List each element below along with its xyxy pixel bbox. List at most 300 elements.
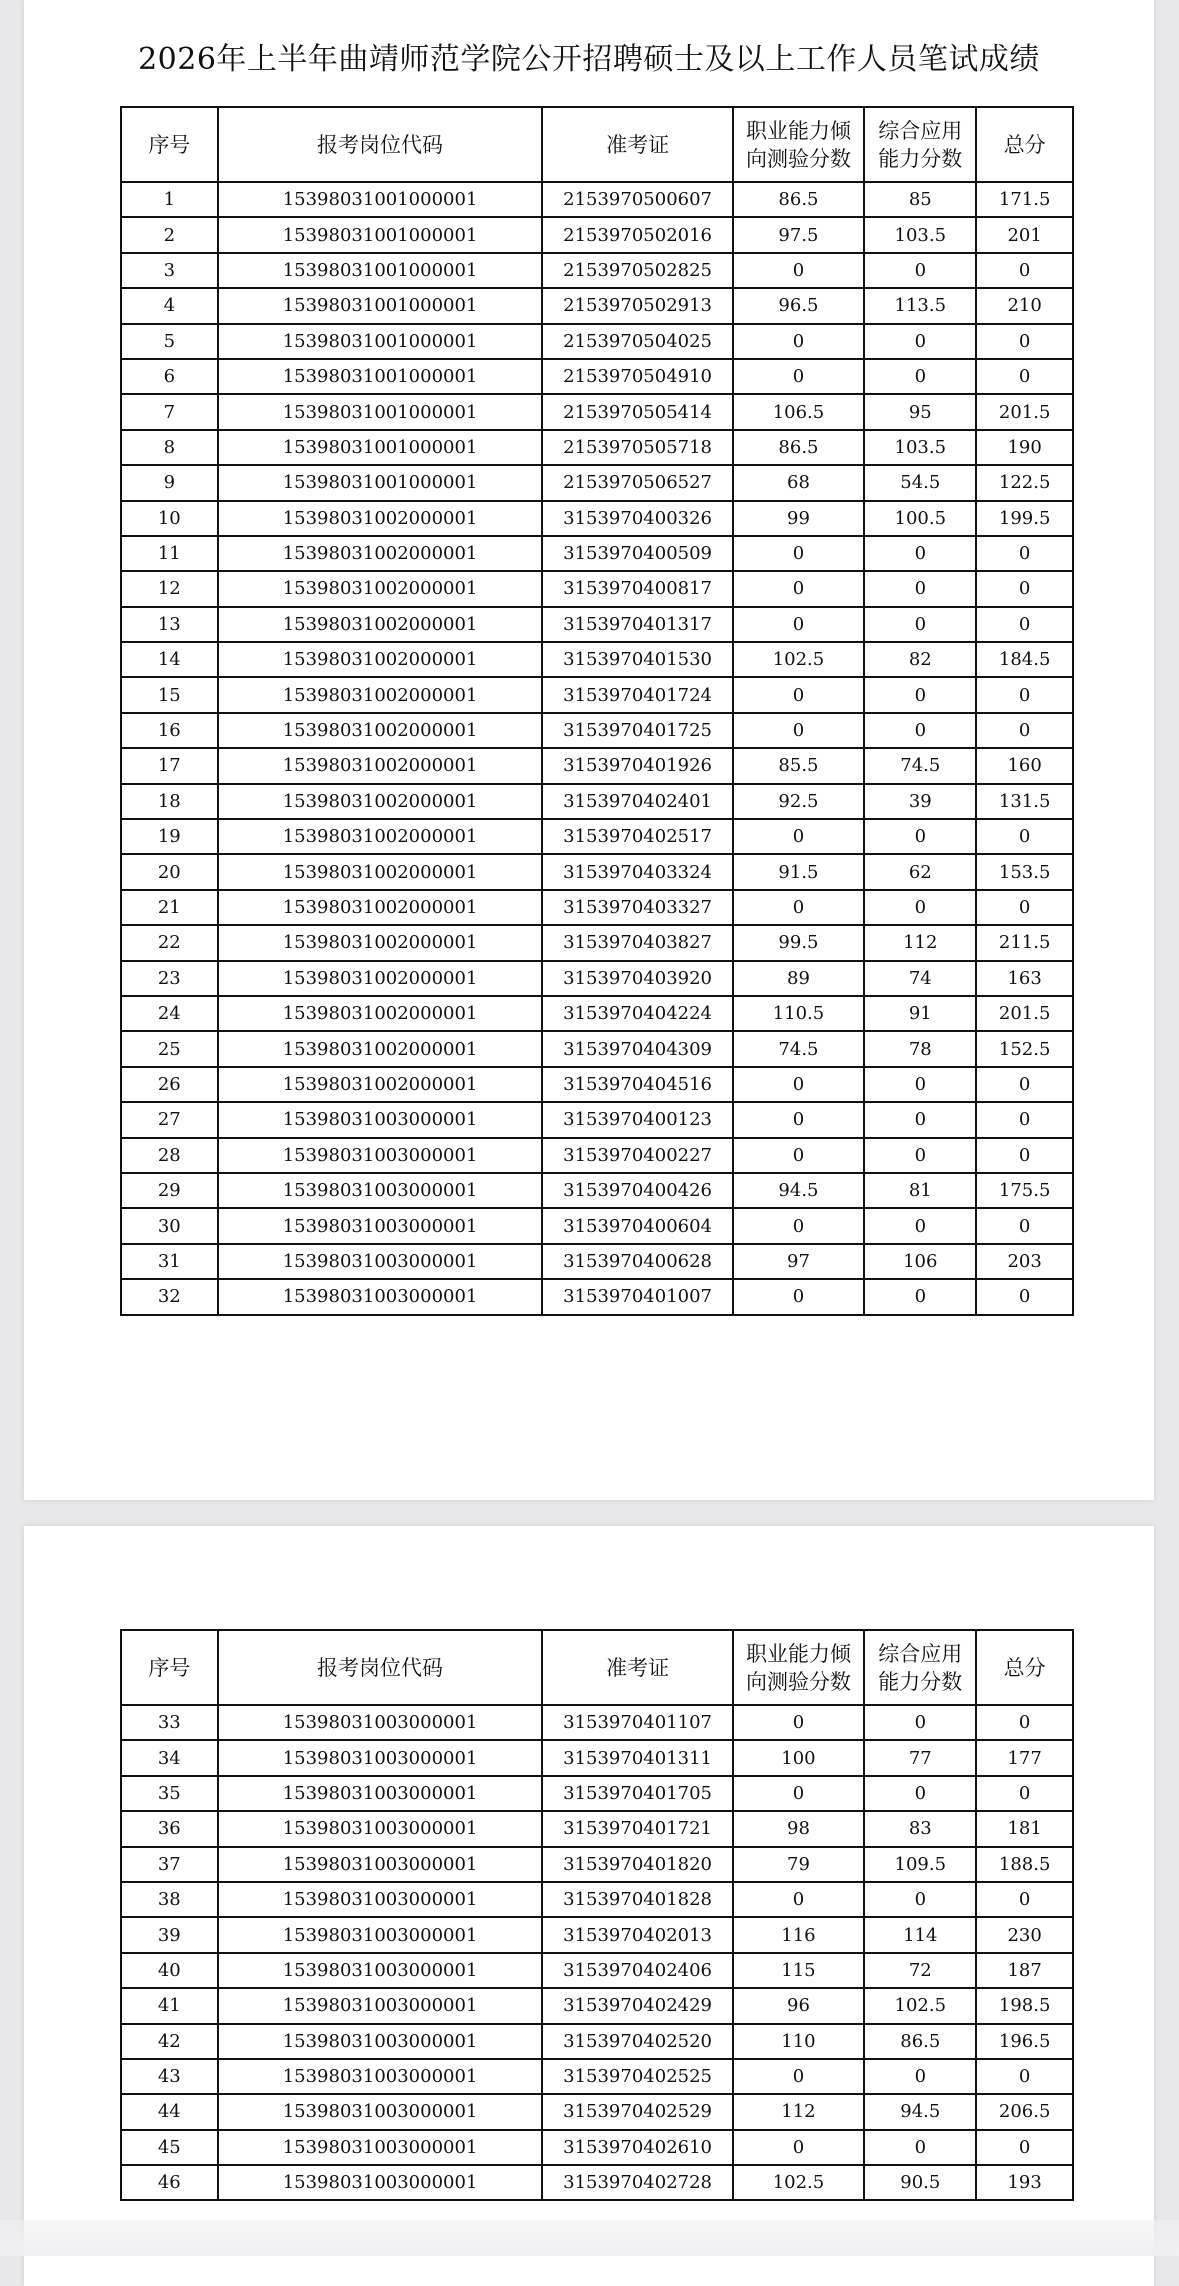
cell-position-code: 15398031002000001 — [218, 748, 543, 783]
cell-position-code: 15398031002000001 — [218, 677, 543, 712]
cell-seq: 32 — [121, 1279, 218, 1314]
cell-comprehensive-score: 0 — [864, 359, 976, 394]
cell-position-code: 15398031003000001 — [218, 1988, 543, 2023]
table-row — [121, 1776, 1073, 1811]
cell-comprehensive-score: 0 — [864, 571, 976, 606]
cell-seq: 3 — [121, 253, 218, 288]
cell-admission-no: 3153970402728 — [542, 2165, 732, 2200]
cell-comprehensive-score: 77 — [864, 1740, 976, 1775]
cell-comprehensive-score: 100.5 — [864, 501, 976, 536]
cell-total: 0 — [976, 1882, 1073, 1917]
table-row — [121, 253, 1073, 288]
cell-aptitude-score: 0 — [733, 713, 865, 748]
cell-seq: 4 — [121, 288, 218, 323]
header-aptitude-line2: 向测验分数 — [745, 1669, 851, 1694]
cell-position-code: 15398031003000001 — [218, 1244, 543, 1279]
cell-aptitude-score: 97 — [733, 1244, 865, 1279]
header-comprehensive-line2: 能力分数 — [878, 146, 963, 171]
cell-aptitude-score: 0 — [733, 819, 865, 854]
cell-comprehensive-score: 39 — [864, 784, 976, 819]
cell-seq: 42 — [121, 2024, 218, 2059]
cell-aptitude-score: 0 — [733, 1102, 865, 1137]
cell-total: 0 — [976, 1279, 1073, 1314]
cell-position-code: 15398031001000001 — [218, 288, 543, 323]
header-comprehensive-score — [864, 107, 976, 182]
table-row — [121, 2024, 1073, 2059]
table-row — [121, 536, 1073, 571]
cell-comprehensive-score: 0 — [864, 713, 976, 748]
cell-aptitude-score: 0 — [733, 1208, 865, 1243]
cell-admission-no: 3153970401317 — [542, 607, 732, 642]
cell-total: 163 — [976, 961, 1073, 996]
cell-comprehensive-score: 94.5 — [864, 2094, 976, 2129]
cell-seq: 19 — [121, 819, 218, 854]
cell-comprehensive-score: 0 — [864, 890, 976, 925]
cell-position-code: 15398031003000001 — [218, 2094, 543, 2129]
cell-total: 201.5 — [976, 394, 1073, 429]
cell-position-code: 15398031003000001 — [218, 1740, 543, 1775]
cell-total: 0 — [976, 2059, 1073, 2094]
cell-total: 153.5 — [976, 854, 1073, 889]
scores-table-page-2 — [120, 1629, 1074, 2201]
cell-admission-no: 3153970400817 — [542, 571, 732, 606]
header-position-code: 报考岗位代码 — [218, 107, 543, 182]
cell-admission-no: 3153970402517 — [542, 819, 732, 854]
cell-position-code: 15398031003000001 — [218, 1917, 543, 1952]
cell-position-code: 15398031003000001 — [218, 2059, 543, 2094]
cell-position-code: 15398031002000001 — [218, 925, 543, 960]
cell-position-code: 15398031003000001 — [218, 1882, 543, 1917]
cell-position-code: 15398031002000001 — [218, 571, 543, 606]
cell-position-code: 15398031002000001 — [218, 501, 543, 536]
table-row — [121, 1705, 1073, 1740]
cell-total: 0 — [976, 1776, 1073, 1811]
cell-seq: 7 — [121, 394, 218, 429]
cell-admission-no: 2153970505718 — [542, 430, 732, 465]
cell-total: 131.5 — [976, 784, 1073, 819]
table-row — [121, 324, 1073, 359]
cell-total: 152.5 — [976, 1031, 1073, 1066]
cell-comprehensive-score: 113.5 — [864, 288, 976, 323]
cell-position-code: 15398031001000001 — [218, 324, 543, 359]
cell-total: 0 — [976, 359, 1073, 394]
cell-total: 0 — [976, 536, 1073, 571]
cell-comprehensive-score: 0 — [864, 1705, 976, 1740]
cell-admission-no: 3153970402013 — [542, 1917, 732, 1952]
cell-position-code: 15398031002000001 — [218, 607, 543, 642]
cell-total: 0 — [976, 324, 1073, 359]
cell-admission-no: 3153970402610 — [542, 2130, 732, 2165]
cell-aptitude-score: 0 — [733, 1279, 865, 1314]
cell-seq: 17 — [121, 748, 218, 783]
cell-aptitude-score: 85.5 — [733, 748, 865, 783]
cell-admission-no: 3153970401311 — [542, 1740, 732, 1775]
cell-seq: 46 — [121, 2165, 218, 2200]
cell-admission-no: 3153970402529 — [542, 2094, 732, 2129]
cell-seq: 37 — [121, 1847, 218, 1882]
cell-comprehensive-score: 83 — [864, 1811, 976, 1846]
cell-seq: 38 — [121, 1882, 218, 1917]
header-aptitude-score — [733, 107, 865, 182]
cell-position-code: 15398031003000001 — [218, 1847, 543, 1882]
table-row — [121, 182, 1073, 217]
table-row — [121, 1847, 1073, 1882]
cell-total: 196.5 — [976, 2024, 1073, 2059]
cell-admission-no: 3153970402525 — [542, 2059, 732, 2094]
cell-aptitude-score: 96.5 — [733, 288, 865, 323]
cell-seq: 12 — [121, 571, 218, 606]
cell-admission-no: 3153970400604 — [542, 1208, 732, 1243]
cell-total: 0 — [976, 819, 1073, 854]
cell-comprehensive-score: 81 — [864, 1173, 976, 1208]
cell-seq: 33 — [121, 1705, 218, 1740]
cell-comprehensive-score: 0 — [864, 1138, 976, 1173]
cell-aptitude-score: 0 — [733, 536, 865, 571]
cell-comprehensive-score: 0 — [864, 677, 976, 712]
cell-aptitude-score: 0 — [733, 1067, 865, 1102]
cell-position-code: 15398031003000001 — [218, 1208, 543, 1243]
cell-aptitude-score: 112 — [733, 2094, 865, 2129]
cell-aptitude-score: 74.5 — [733, 1031, 865, 1066]
cell-seq: 31 — [121, 1244, 218, 1279]
table-row — [121, 713, 1073, 748]
cell-aptitude-score: 0 — [733, 1138, 865, 1173]
cell-comprehensive-score: 102.5 — [864, 1988, 976, 2023]
cell-position-code: 15398031001000001 — [218, 359, 543, 394]
table-row — [121, 2165, 1073, 2200]
header-comprehensive-line2: 能力分数 — [878, 1669, 963, 1694]
cell-admission-no: 3153970403827 — [542, 925, 732, 960]
cell-total: 0 — [976, 1067, 1073, 1102]
cell-seq: 45 — [121, 2130, 218, 2165]
cell-aptitude-score: 0 — [733, 1776, 865, 1811]
cell-comprehensive-score: 54.5 — [864, 465, 976, 500]
cell-position-code: 15398031001000001 — [218, 430, 543, 465]
cell-seq: 23 — [121, 961, 218, 996]
cell-total: 0 — [976, 1208, 1073, 1243]
cell-total: 206.5 — [976, 2094, 1073, 2129]
header-seq: 序号 — [121, 1630, 218, 1705]
cell-total: 0 — [976, 1102, 1073, 1137]
document-page-1 — [24, 0, 1154, 1500]
cell-aptitude-score: 98 — [733, 1811, 865, 1846]
table-row — [121, 1244, 1073, 1279]
cell-admission-no: 2153970504910 — [542, 359, 732, 394]
cell-total: 230 — [976, 1917, 1073, 1952]
cell-admission-no: 3153970401721 — [542, 1811, 732, 1846]
cell-comprehensive-score: 106 — [864, 1244, 976, 1279]
table-row — [121, 394, 1073, 429]
cell-position-code: 15398031002000001 — [218, 854, 543, 889]
cell-comprehensive-score: 109.5 — [864, 1847, 976, 1882]
cell-comprehensive-score: 0 — [864, 1208, 976, 1243]
table-row — [121, 501, 1073, 536]
cell-comprehensive-score: 91 — [864, 996, 976, 1031]
cell-position-code: 15398031001000001 — [218, 394, 543, 429]
cell-seq: 14 — [121, 642, 218, 677]
cell-position-code: 15398031003000001 — [218, 2130, 543, 2165]
cell-admission-no: 3153970402406 — [542, 1953, 732, 1988]
cell-comprehensive-score: 0 — [864, 2130, 976, 2165]
cell-comprehensive-score: 90.5 — [864, 2165, 976, 2200]
cell-admission-no: 3153970400326 — [542, 501, 732, 536]
cell-admission-no: 3153970401530 — [542, 642, 732, 677]
cell-comprehensive-score: 103.5 — [864, 217, 976, 252]
cell-comprehensive-score: 74 — [864, 961, 976, 996]
cell-position-code: 15398031001000001 — [218, 253, 543, 288]
scores-table-page-1 — [120, 106, 1074, 1316]
header-aptitude-line2: 向测验分数 — [745, 146, 851, 171]
document-page-2 — [24, 1526, 1154, 2286]
cell-seq: 6 — [121, 359, 218, 394]
header-seq: 序号 — [121, 107, 218, 182]
cell-aptitude-score: 99 — [733, 501, 865, 536]
cell-position-code: 15398031003000001 — [218, 1102, 543, 1137]
page-title: 2026年上半年曲靖师范学院公开招聘硕士及以上工作人员笔试成绩 — [138, 42, 1040, 77]
table-row — [121, 2130, 1073, 2165]
table-row — [121, 890, 1073, 925]
cell-comprehensive-score: 0 — [864, 1102, 976, 1137]
table-body — [121, 1705, 1073, 2200]
table-row — [121, 288, 1073, 323]
cell-aptitude-score: 0 — [733, 324, 865, 359]
cell-comprehensive-score: 0 — [864, 2059, 976, 2094]
cell-aptitude-score: 0 — [733, 1882, 865, 1917]
cell-aptitude-score: 68 — [733, 465, 865, 500]
table-row — [121, 1882, 1073, 1917]
cell-aptitude-score: 0 — [733, 677, 865, 712]
cell-total: 0 — [976, 1705, 1073, 1740]
cell-comprehensive-score: 103.5 — [864, 430, 976, 465]
cell-comprehensive-score: 86.5 — [864, 2024, 976, 2059]
cell-comprehensive-score: 0 — [864, 1882, 976, 1917]
cell-aptitude-score: 79 — [733, 1847, 865, 1882]
cell-admission-no: 2153970505414 — [542, 394, 732, 429]
cell-total: 201.5 — [976, 996, 1073, 1031]
cell-position-code: 15398031001000001 — [218, 465, 543, 500]
table-row — [121, 1173, 1073, 1208]
cell-seq: 1 — [121, 182, 218, 217]
table-row — [121, 677, 1073, 712]
cell-position-code: 15398031003000001 — [218, 1173, 543, 1208]
cell-total: 211.5 — [976, 925, 1073, 960]
cell-comprehensive-score: 62 — [864, 854, 976, 889]
table-row — [121, 1953, 1073, 1988]
table-row — [121, 217, 1073, 252]
cell-total: 0 — [976, 2130, 1073, 2165]
cell-seq: 10 — [121, 501, 218, 536]
cell-total: 201 — [976, 217, 1073, 252]
table-row — [121, 1917, 1073, 1952]
table-row — [121, 996, 1073, 1031]
table-row — [121, 1988, 1073, 2023]
table-header-row — [121, 1630, 1073, 1705]
cell-comprehensive-score: 0 — [864, 1067, 976, 1102]
cell-position-code: 15398031002000001 — [218, 642, 543, 677]
cell-admission-no: 2153970506527 — [542, 465, 732, 500]
cell-admission-no: 3153970404309 — [542, 1031, 732, 1066]
cell-admission-no: 2153970502016 — [542, 217, 732, 252]
bottom-bar — [0, 2220, 1179, 2256]
cell-total: 187 — [976, 1953, 1073, 1988]
cell-aptitude-score: 102.5 — [733, 642, 865, 677]
cell-seq: 29 — [121, 1173, 218, 1208]
cell-seq: 35 — [121, 1776, 218, 1811]
cell-position-code: 15398031002000001 — [218, 784, 543, 819]
cell-seq: 16 — [121, 713, 218, 748]
cell-comprehensive-score: 0 — [864, 1776, 976, 1811]
cell-total: 0 — [976, 677, 1073, 712]
cell-total: 181 — [976, 1811, 1073, 1846]
cell-aptitude-score: 99.5 — [733, 925, 865, 960]
cell-position-code: 15398031003000001 — [218, 1705, 543, 1740]
cell-position-code: 15398031002000001 — [218, 961, 543, 996]
cell-admission-no: 3153970400426 — [542, 1173, 732, 1208]
cell-admission-no: 3153970403324 — [542, 854, 732, 889]
header-admission-no: 准考证 — [542, 107, 732, 182]
cell-position-code: 15398031003000001 — [218, 2165, 543, 2200]
table-header-row — [121, 107, 1073, 182]
table-row — [121, 465, 1073, 500]
table-row — [121, 819, 1073, 854]
cell-seq: 24 — [121, 996, 218, 1031]
cell-seq: 2 — [121, 217, 218, 252]
cell-total: 0 — [976, 571, 1073, 606]
cell-comprehensive-score: 85 — [864, 182, 976, 217]
table-row — [121, 430, 1073, 465]
cell-seq: 39 — [121, 1917, 218, 1952]
cell-position-code: 15398031002000001 — [218, 890, 543, 925]
cell-total: 0 — [976, 253, 1073, 288]
cell-aptitude-score: 0 — [733, 607, 865, 642]
table-row — [121, 1102, 1073, 1137]
cell-comprehensive-score: 78 — [864, 1031, 976, 1066]
cell-admission-no: 3153970401926 — [542, 748, 732, 783]
header-position-code: 报考岗位代码 — [218, 1630, 543, 1705]
cell-seq: 9 — [121, 465, 218, 500]
cell-admission-no: 3153970401828 — [542, 1882, 732, 1917]
cell-aptitude-score: 110.5 — [733, 996, 865, 1031]
cell-position-code: 15398031001000001 — [218, 182, 543, 217]
cell-comprehensive-score: 82 — [864, 642, 976, 677]
header-aptitude-line1: 职业能力倾 — [745, 118, 851, 143]
cell-aptitude-score: 91.5 — [733, 854, 865, 889]
cell-admission-no: 2153970504025 — [542, 324, 732, 359]
cell-seq: 26 — [121, 1067, 218, 1102]
cell-seq: 5 — [121, 324, 218, 359]
cell-comprehensive-score: 0 — [864, 1279, 976, 1314]
cell-admission-no: 2153970500607 — [542, 182, 732, 217]
cell-position-code: 15398031001000001 — [218, 217, 543, 252]
cell-comprehensive-score: 114 — [864, 1917, 976, 1952]
cell-position-code: 15398031002000001 — [218, 996, 543, 1031]
cell-total: 190 — [976, 430, 1073, 465]
header-aptitude-line1: 职业能力倾 — [745, 1641, 851, 1666]
cell-admission-no: 2153970502825 — [542, 253, 732, 288]
cell-total: 203 — [976, 1244, 1073, 1279]
cell-aptitude-score: 106.5 — [733, 394, 865, 429]
header-aptitude-score — [733, 1630, 865, 1705]
cell-position-code: 15398031002000001 — [218, 713, 543, 748]
cell-aptitude-score: 116 — [733, 1917, 865, 1952]
cell-total: 184.5 — [976, 642, 1073, 677]
cell-aptitude-score: 0 — [733, 571, 865, 606]
cell-admission-no: 3153970401007 — [542, 1279, 732, 1314]
cell-aptitude-score: 86.5 — [733, 182, 865, 217]
cell-position-code: 15398031002000001 — [218, 1031, 543, 1066]
cell-aptitude-score: 0 — [733, 1705, 865, 1740]
cell-seq: 44 — [121, 2094, 218, 2129]
cell-aptitude-score: 0 — [733, 2059, 865, 2094]
cell-admission-no: 3153970402520 — [542, 2024, 732, 2059]
cell-position-code: 15398031003000001 — [218, 1776, 543, 1811]
cell-aptitude-score: 115 — [733, 1953, 865, 1988]
header-comprehensive-line1: 综合应用 — [878, 118, 963, 143]
table-row — [121, 1208, 1073, 1243]
table-row — [121, 2094, 1073, 2129]
cell-total: 0 — [976, 607, 1073, 642]
cell-seq: 41 — [121, 1988, 218, 2023]
table-row — [121, 1279, 1073, 1314]
cell-aptitude-score: 0 — [733, 253, 865, 288]
cell-seq: 18 — [121, 784, 218, 819]
cell-seq: 27 — [121, 1102, 218, 1137]
cell-aptitude-score: 0 — [733, 2130, 865, 2165]
table-row — [121, 642, 1073, 677]
cell-admission-no: 3153970401725 — [542, 713, 732, 748]
cell-comprehensive-score: 95 — [864, 394, 976, 429]
cell-aptitude-score: 97.5 — [733, 217, 865, 252]
cell-total: 193 — [976, 2165, 1073, 2200]
table-row — [121, 1740, 1073, 1775]
cell-seq: 43 — [121, 2059, 218, 2094]
cell-aptitude-score: 102.5 — [733, 2165, 865, 2200]
table-body — [121, 182, 1073, 1315]
table-row — [121, 854, 1073, 889]
table-row — [121, 571, 1073, 606]
cell-seq: 11 — [121, 536, 218, 571]
cell-admission-no: 3153970402429 — [542, 1988, 732, 2023]
cell-seq: 25 — [121, 1031, 218, 1066]
cell-total: 160 — [976, 748, 1073, 783]
cell-total: 188.5 — [976, 1847, 1073, 1882]
cell-comprehensive-score: 0 — [864, 607, 976, 642]
cell-seq: 40 — [121, 1953, 218, 1988]
table-row — [121, 2059, 1073, 2094]
cell-admission-no: 3153970402401 — [542, 784, 732, 819]
table-row — [121, 748, 1073, 783]
cell-aptitude-score: 92.5 — [733, 784, 865, 819]
cell-admission-no: 3153970400123 — [542, 1102, 732, 1137]
cell-position-code: 15398031002000001 — [218, 1067, 543, 1102]
cell-position-code: 15398031003000001 — [218, 1138, 543, 1173]
cell-admission-no: 3153970400509 — [542, 536, 732, 571]
cell-total: 198.5 — [976, 1988, 1073, 2023]
cell-comprehensive-score: 0 — [864, 324, 976, 359]
cell-comprehensive-score: 112 — [864, 925, 976, 960]
cell-aptitude-score: 0 — [733, 359, 865, 394]
header-admission-no: 准考证 — [542, 1630, 732, 1705]
cell-comprehensive-score: 74.5 — [864, 748, 976, 783]
cell-comprehensive-score: 0 — [864, 819, 976, 854]
cell-admission-no: 3153970404516 — [542, 1067, 732, 1102]
table-row — [121, 1811, 1073, 1846]
cell-position-code: 15398031002000001 — [218, 819, 543, 854]
cell-seq: 21 — [121, 890, 218, 925]
cell-position-code: 15398031003000001 — [218, 2024, 543, 2059]
cell-position-code: 15398031003000001 — [218, 1279, 543, 1314]
cell-seq: 15 — [121, 677, 218, 712]
